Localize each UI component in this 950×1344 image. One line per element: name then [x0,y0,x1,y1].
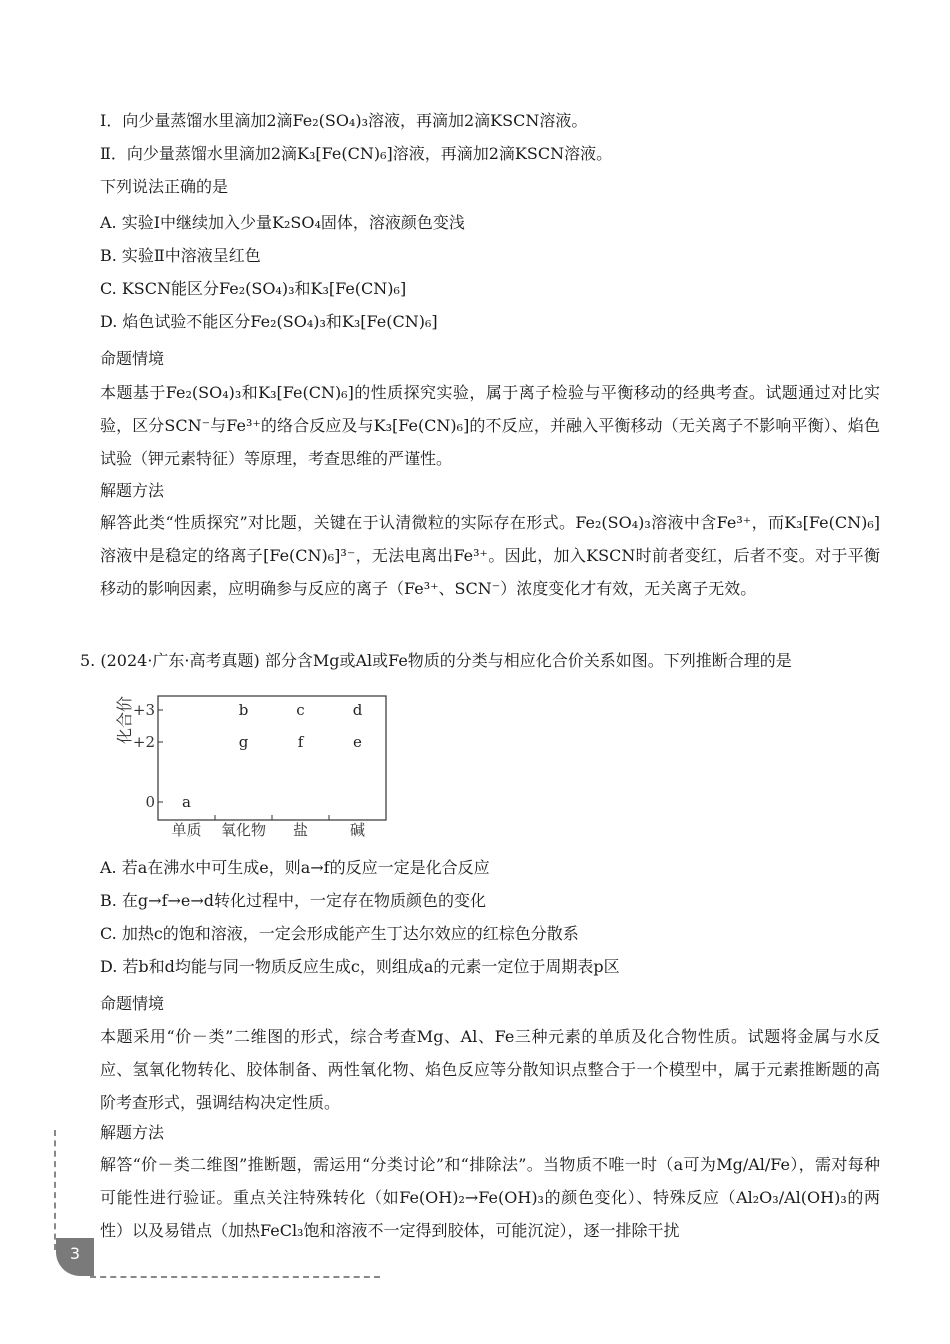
q5-option-d: D. 若b和d均能与同一物质反应生成c，则组成a的元素一定位于周期表p区 [100,957,620,976]
q5-stem: 5. (2024·广东·高考真题) 部分含Mg或Al或Fe物质的分类与相应化合价关系如图。下列推断合理的是 [80,651,792,670]
x-tick-label: 盐 [292,821,309,838]
dashed-border-horizontal [90,1276,380,1278]
y-tick-label: +3 [132,701,155,719]
point-g: g [238,733,249,751]
x-tick-label: 氧化物 [220,821,267,838]
y-tick-label: +2 [132,733,155,751]
valence-class-chart [112,688,392,838]
q4-prompt: 下列说法正确的是 [100,177,229,196]
q4-method-text: 解答此类“性质探究”对比题，关键在于认清微粒的实际存在形式。Fe₂(SO₄)₃溶液中含Fe³⁺，而K₃[Fe(CN)₆]溶液中是稳定的络离子[Fe(CN)₆]³⁻，无法电离出Fe³⁺。因此，加入KSCN时前者变红，后者不变。对于平衡移动的影响因素，应明确参与反应的离子（Fe³⁺、SCN⁻）浓度变化才有效，无关离子无效。 [100,513,880,598]
x-tick-label: 碱 [349,821,366,838]
point-a: a [182,793,191,811]
q5-option-a: A. 若a在沸水中可生成e，则a→f的反应一定是化合反应 [100,858,490,877]
experiment-1: Ⅰ．向少量蒸馏水里滴加2滴Fe₂(SO₄)₃溶液，再滴加2滴KSCN溶液。 [100,111,588,130]
q5-option-c: C. 加热c的饱和溶液，一定会形成能产生丁达尔效应的红棕色分散系 [100,924,579,943]
y-tick-label: 0 [145,793,155,811]
q4-option-c: C. KSCN能区分Fe₂(SO₄)₃和K₃[Fe(CN)₆] [100,279,407,298]
q4-method-title: 解题方法 [100,481,165,500]
q5-option-b: B. 在g→f→e→d转化过程中，一定存在物质颜色的变化 [100,891,487,910]
q5-method-title: 解题方法 [100,1123,165,1142]
q4-option-a: A. 实验Ⅰ中继续加入少量K₂SO₄固体，溶液颜色变浅 [100,213,465,232]
q4-context-title: 命题情境 [100,349,165,368]
q4-context-text: 本题基于Fe₂(SO₄)₃和K₃[Fe(CN)₆]的性质探究实验，属于离子检验与平衡移动的经典考查。试题通过对比实验，区分SCN⁻与Fe³⁺的络合反应及与K₃[Fe(CN)₆]的不反应，并融入平衡移动（无关离子不影响平衡）、焰色试验（钾元素特征）等原理，考查思维的严谨性。 [100,383,880,468]
point-c: c [296,701,305,719]
dashed-border-vertical [54,1130,56,1250]
y-axis-label: 化合价 [115,695,134,745]
point-d: d [352,701,363,719]
point-b: b [238,701,249,719]
page-number: 3 [69,1244,81,1263]
x-tick-label: 单质 [171,821,202,838]
point-e: e [353,733,362,751]
q4-option-d: D. 焰色试验不能区分Fe₂(SO₄)₃和K₃[Fe(CN)₆] [100,312,438,331]
q5-method-text: 解答“价－类二维图”推断题，需运用“分类讨论”和“排除法”。当物质不唯一时（a可为Mg/Al/Fe），需对每种可能性进行验证。重点关注特殊转化（如Fe(OH)₂→Fe(OH)₃的颜色变化）、特殊反应（Al₂O₃/Al(OH)₃的两性）以及易错点（加热FeCl₃饱和溶液不一定得到胶体，可能沉淀），逐一排除干扰 [100,1155,880,1240]
q4-option-b: B. 实验Ⅱ中溶液呈红色 [100,246,261,265]
point-f: f [297,733,304,751]
experiment-2: Ⅱ．向少量蒸馏水里滴加2滴K₃[Fe(CN)₆]溶液，再滴加2滴KSCN溶液。 [100,144,613,163]
q5-context-text: 本题采用“价－类”二维图的形式，综合考查Mg、Al、Fe三种元素的单质及化合物性质。试题将金属与水反应、氢氧化物转化、胶体制备、两性氧化物、焰色反应等分散知识点整合于一个模型中，属于元素推断题的高阶考查形式，强调结构决定性质。 [100,1027,880,1112]
q5-context-title: 命题情境 [100,994,165,1013]
